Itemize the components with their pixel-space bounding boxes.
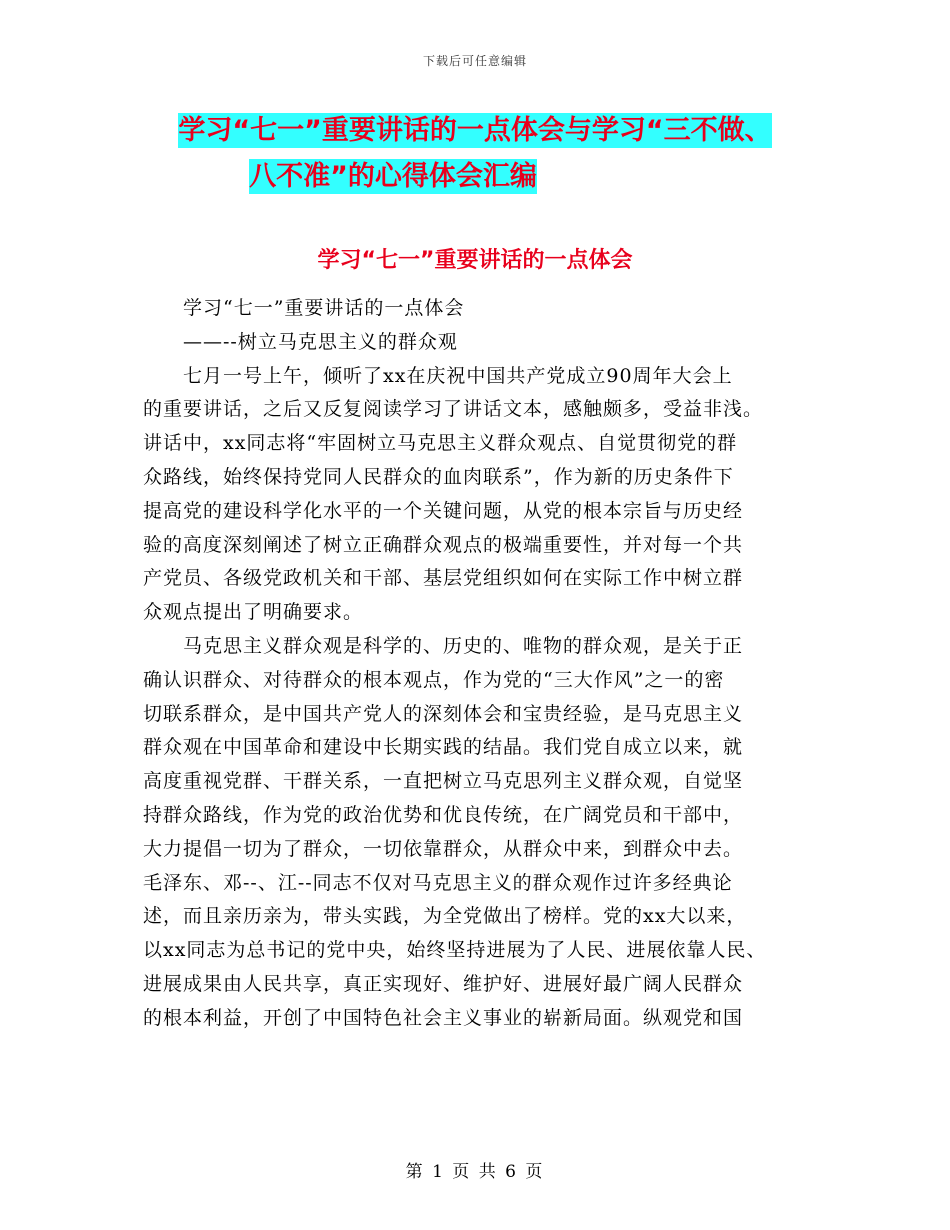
body-line: 述，而且亲历亲为，带头实践，为全党做出了榜样。党的xx大以来， xyxy=(143,905,747,928)
body-line: 大力提倡一切为了群众，一切依靠群众，从群众中来，到群众中去。 xyxy=(143,837,744,860)
body-line: 验的高度深刻阐述了树立正确群众观点的极端重要性，并对每一个共 xyxy=(143,533,744,556)
body-line: 众路线，始终保持党同人民群众的血肉联系”，作为新的历史条件下 xyxy=(143,465,734,488)
body-line: 马克思主义群众观是科学的、历史的、唯物的群众观，是关于正 xyxy=(143,634,744,657)
body-line: 确认识群众、对待群众的根本观点，作为党的“三大作风”之一的密 xyxy=(143,668,725,691)
body-line: 众观点提出了明确要求。 xyxy=(143,601,364,624)
main-title-line-1: 学习“七一”重要讲话的一点体会与学习“三不做、 xyxy=(178,115,772,146)
body-line: 高度重视党群、干群关系，一直把树立马克思列主义群众观，自觉坚 xyxy=(143,770,744,793)
body-line: 持群众路线，作为党的政治优势和优良传统，在广阔党员和干部中， xyxy=(143,803,744,826)
body-line: 提高党的建设科学化水平的一个关键问题，从党的根本宗旨与历史经 xyxy=(143,499,744,522)
main-title-line-2: 八不准”的心得体会汇编 xyxy=(249,161,537,192)
body-line: 以xx同志为总书记的党中央，始终坚持进展为了人民、进展依靠人民、 xyxy=(143,939,767,962)
body-line: 学习“七一”重要讲话的一点体会 xyxy=(143,297,465,319)
body-line: 讲话中，xx同志将“牢固树立马克思主义群众观点、自觉贯彻党的群 xyxy=(143,432,738,455)
body-line: 的重要讲话，之后又反复阅读学习了讲话文本，感触颇多，受益非浅。 xyxy=(143,398,764,421)
main-title xyxy=(0,108,950,200)
body-line: 七月一号上午，倾听了xx在庆祝中国共产党成立90周年大会上 xyxy=(143,364,733,387)
header-note: 下载后可任意编辑 xyxy=(422,54,527,68)
body-line: 产党员、各级党政机关和干部、基层党组织如何在实际工作中树立群 xyxy=(143,567,744,590)
document-body xyxy=(143,292,823,1036)
body-line: 毛泽东、邓--、江--同志不仅对马克思主义的群众观作过许多经典论 xyxy=(143,871,733,894)
page-footer: 第 1 页 共 6 页 xyxy=(405,1162,545,1182)
body-line: 进展成果由人民共享，真正实现好、维护好、进展好最广阔人民群众 xyxy=(143,972,744,995)
body-line: 切联系群众，是中国共产党人的深刻体会和宝贵经验，是马克思主义 xyxy=(143,702,744,725)
body-line: 群众观在中国革命和建设中长期实践的结晶。我们党自成立以来，就 xyxy=(143,736,744,759)
body-line: 的根本利益，开创了中国特色社会主义事业的崭新局面。纵观党和国 xyxy=(143,1006,744,1029)
section-title: 学习“七一”重要讲话的一点体会 xyxy=(317,248,633,273)
body-line: ——--树立马克思主义的群众观 xyxy=(143,330,458,353)
